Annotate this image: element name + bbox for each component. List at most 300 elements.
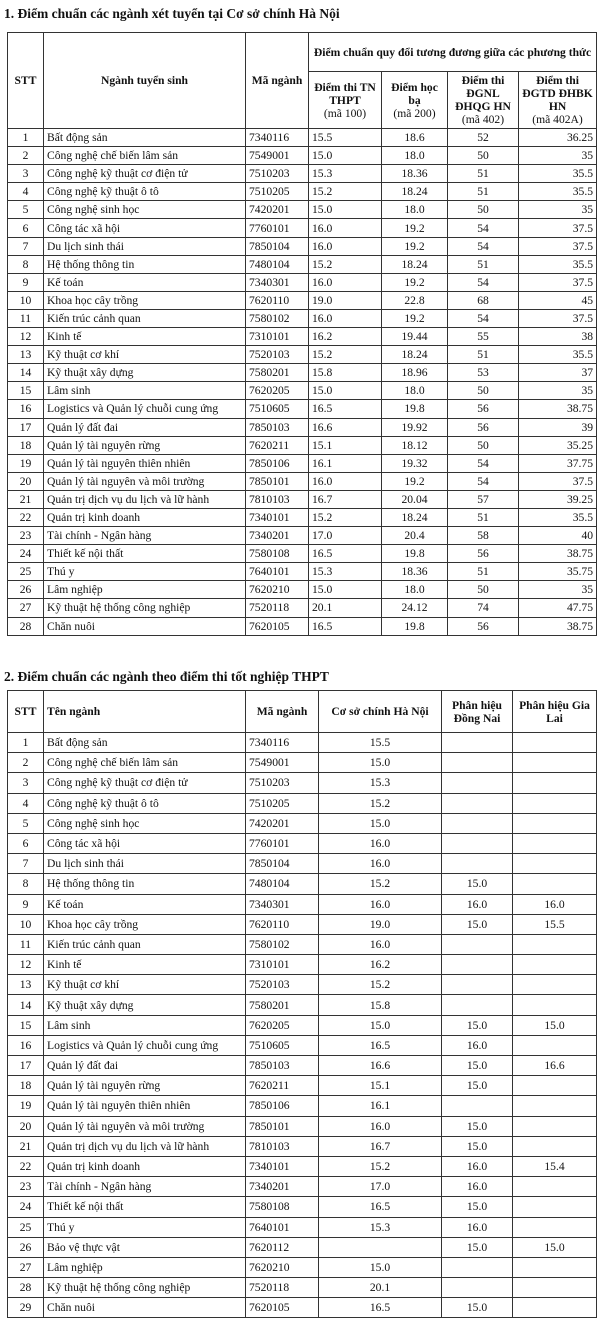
row-stt: 8: [8, 255, 44, 273]
row-gialai-score: [513, 1298, 597, 1318]
row-major: Hệ thống thông tin: [44, 874, 246, 894]
row-stt: 24: [8, 545, 44, 563]
row-major: Quản lý tài nguyên rừng: [44, 1076, 246, 1096]
row-thpt-score: 15.2: [309, 346, 382, 364]
row-dgtd-score: 35.5: [519, 183, 597, 201]
row-dgtd-score: 35.25: [519, 436, 597, 454]
row-stt: 28: [8, 1278, 44, 1298]
row-dongnai-score: [442, 833, 513, 853]
row-code: 7510203: [246, 773, 319, 793]
row-code: 7620105: [246, 617, 309, 635]
row-major: Logistics và Quản lý chuỗi cung ứng: [44, 1035, 246, 1055]
row-gialai-score: [513, 1116, 597, 1136]
row-dgtd-score: 35.75: [519, 563, 597, 581]
row-code: 7850106: [246, 454, 309, 472]
header-major: Ngành tuyển sinh: [44, 33, 246, 129]
row-dgnl-score: 56: [448, 545, 519, 563]
row-major: Kỹ thuật hệ thống công nghiệp: [44, 1278, 246, 1298]
row-hanoi-score: 15.0: [319, 1257, 442, 1277]
row-thpt-score: 16.6: [309, 418, 382, 436]
row-hanoi-score: 15.2: [319, 874, 442, 894]
row-gialai-score: 15.4: [513, 1156, 597, 1176]
row-major: Hệ thống thông tin: [44, 255, 246, 273]
header-equivalent-scores: Điểm chuẩn quy đổi tương đương giữa các phương thức: [309, 33, 597, 72]
row-major: Kế toán: [44, 894, 246, 914]
row-dgnl-score: 51: [448, 563, 519, 581]
row-code: 7620210: [246, 1257, 319, 1277]
row-major: Thú y: [44, 563, 246, 581]
row-hanoi-score: 15.0: [319, 1015, 442, 1035]
row-dongnai-score: [442, 1096, 513, 1116]
row-transcript-score: 18.36: [382, 165, 448, 183]
table-row: [8, 1076, 597, 1096]
header-dgnl-score: [448, 72, 519, 129]
row-stt: 19: [8, 1096, 44, 1116]
row-code: 7510205: [246, 183, 309, 201]
row-code: 7620105: [246, 1298, 319, 1318]
table-row: [8, 1197, 597, 1217]
row-code: 7580102: [246, 934, 319, 954]
row-stt: 6: [8, 219, 44, 237]
row-stt: 25: [8, 1217, 44, 1237]
row-major: Quản lý đất đai: [44, 418, 246, 436]
row-gialai-score: [513, 995, 597, 1015]
row-major: Công nghệ chế biến lâm sản: [44, 753, 246, 773]
row-code: 7810103: [246, 1136, 319, 1156]
row-transcript-score: 18.24: [382, 183, 448, 201]
row-thpt-score: 15.2: [309, 255, 382, 273]
table-row: [8, 147, 597, 165]
row-transcript-score: 19.92: [382, 418, 448, 436]
row-code: 7480104: [246, 255, 309, 273]
row-stt: 24: [8, 1197, 44, 1217]
row-code: 7340101: [246, 1156, 319, 1176]
row-dgnl-score: 54: [448, 309, 519, 327]
row-thpt-score: 15.8: [309, 364, 382, 382]
row-code: 7850104: [246, 237, 309, 255]
row-major: Thiết kế nội thất: [44, 1197, 246, 1217]
table-row: [8, 874, 597, 894]
row-major: Quản trị dịch vụ du lịch và lữ hành: [44, 490, 246, 508]
row-hanoi-score: 15.3: [319, 1217, 442, 1237]
row-code: 7510605: [246, 1035, 319, 1055]
table-row: [8, 1298, 597, 1318]
header-thpt-code: (mã 100): [323, 106, 367, 120]
table-row: [8, 328, 597, 346]
row-code: 7620211: [246, 436, 309, 454]
row-gialai-score: [513, 955, 597, 975]
row-code: 7580201: [246, 995, 319, 1015]
row-stt: 16: [8, 400, 44, 418]
row-code: 7580201: [246, 364, 309, 382]
row-stt: 25: [8, 563, 44, 581]
row-thpt-score: 16.0: [309, 219, 382, 237]
row-stt: 26: [8, 581, 44, 599]
row-major: Quản lý tài nguyên và môi trường: [44, 472, 246, 490]
row-major: Công tác xã hội: [44, 219, 246, 237]
row-transcript-score: 19.2: [382, 472, 448, 490]
row-dgnl-score: 50: [448, 581, 519, 599]
thpt-scores-by-campus-table: [7, 690, 597, 1318]
row-hanoi-score: 16.6: [319, 1056, 442, 1076]
table-row: [8, 1015, 597, 1035]
row-dgtd-score: 40: [519, 527, 597, 545]
row-stt: 23: [8, 527, 44, 545]
row-major: Logistics và Quản lý chuỗi cung ứng: [44, 400, 246, 418]
table-row: [8, 346, 597, 364]
row-dgnl-score: 57: [448, 490, 519, 508]
row-gialai-score: [513, 1177, 597, 1197]
table-row: [8, 1035, 597, 1055]
row-thpt-score: 15.3: [309, 563, 382, 581]
table-row: [8, 1177, 597, 1197]
row-dongnai-score: 16.0: [442, 1035, 513, 1055]
row-major: Quản lý tài nguyên và môi trường: [44, 1116, 246, 1136]
table-row: [8, 995, 597, 1015]
row-dgtd-score: 38.75: [519, 400, 597, 418]
row-code: 7340116: [246, 129, 309, 147]
row-dgnl-score: 54: [448, 237, 519, 255]
row-hanoi-score: 15.2: [319, 1156, 442, 1176]
table-row: [8, 400, 597, 418]
row-stt: 14: [8, 364, 44, 382]
row-major: Kỹ thuật cơ khí: [44, 975, 246, 995]
row-stt: 26: [8, 1237, 44, 1257]
row-stt: 11: [8, 934, 44, 954]
row-gialai-score: [513, 934, 597, 954]
row-hanoi-score: 15.8: [319, 995, 442, 1015]
row-stt: 4: [8, 793, 44, 813]
row-stt: 8: [8, 874, 44, 894]
row-dgnl-score: 51: [448, 183, 519, 201]
row-code: 7510203: [246, 165, 309, 183]
row-dgtd-score: 36.25: [519, 129, 597, 147]
row-major: Chăn nuôi: [44, 617, 246, 635]
row-code: 7760101: [246, 833, 319, 853]
row-code: 7580108: [246, 545, 309, 563]
row-stt: 27: [8, 1257, 44, 1277]
row-major: Tài chính - Ngân hàng: [44, 527, 246, 545]
row-thpt-score: 16.1: [309, 454, 382, 472]
row-dongnai-score: 15.0: [442, 874, 513, 894]
row-hanoi-score: 15.3: [319, 773, 442, 793]
row-dongnai-score: [442, 995, 513, 1015]
row-gialai-score: 15.0: [513, 1237, 597, 1257]
row-code: 7340301: [246, 894, 319, 914]
row-dgtd-score: 37: [519, 364, 597, 382]
row-dongnai-score: [442, 854, 513, 874]
row-gialai-score: [513, 773, 597, 793]
row-dongnai-score: [442, 955, 513, 975]
row-transcript-score: 19.2: [382, 309, 448, 327]
row-dgtd-score: 35: [519, 382, 597, 400]
row-transcript-score: 20.4: [382, 527, 448, 545]
row-major: Chăn nuôi: [44, 1298, 246, 1318]
row-gialai-score: [513, 1257, 597, 1277]
row-thpt-score: 16.7: [309, 490, 382, 508]
row-major: Kỹ thuật cơ khí: [44, 346, 246, 364]
table-row: [8, 733, 597, 753]
row-major: Quản trị kinh doanh: [44, 508, 246, 526]
row-major: Quản lý đất đai: [44, 1056, 246, 1076]
row-dongnai-score: [442, 753, 513, 773]
table-row: [8, 581, 597, 599]
row-hanoi-score: 16.5: [319, 1298, 442, 1318]
table-row: [8, 418, 597, 436]
row-code: 7510205: [246, 793, 319, 813]
row-stt: 5: [8, 813, 44, 833]
row-dgtd-score: 45: [519, 291, 597, 309]
row-hanoi-score: 15.5: [319, 733, 442, 753]
row-code: 7340201: [246, 1177, 319, 1197]
table-row: [8, 527, 597, 545]
row-hanoi-score: 15.0: [319, 813, 442, 833]
row-dgtd-score: 35.5: [519, 346, 597, 364]
table-row: [8, 1136, 597, 1156]
table-row: [8, 955, 597, 975]
row-gialai-score: 15.5: [513, 914, 597, 934]
row-dgnl-score: 56: [448, 617, 519, 635]
row-dongnai-score: 15.0: [442, 1298, 513, 1318]
row-stt: 13: [8, 346, 44, 364]
row-gialai-score: [513, 813, 597, 833]
row-transcript-score: 18.0: [382, 147, 448, 165]
table-row: [8, 454, 597, 472]
row-thpt-score: 16.5: [309, 617, 382, 635]
row-hanoi-score: 16.5: [319, 1197, 442, 1217]
row-dgnl-score: 53: [448, 364, 519, 382]
table-row: [8, 382, 597, 400]
row-hanoi-score: 15.2: [319, 793, 442, 813]
row-gialai-score: [513, 733, 597, 753]
row-thpt-score: 15.2: [309, 183, 382, 201]
header-gialai-branch: Phân hiệu Gia Lai: [513, 691, 597, 733]
row-dgtd-score: 47.75: [519, 599, 597, 617]
table-row: [8, 833, 597, 853]
row-major: Thú y: [44, 1217, 246, 1237]
row-hanoi-score: 16.0: [319, 934, 442, 954]
row-stt: 1: [8, 129, 44, 147]
row-stt: 19: [8, 454, 44, 472]
row-transcript-score: 18.96: [382, 364, 448, 382]
row-transcript-score: 19.8: [382, 617, 448, 635]
header-transcript-code: (mã 200): [393, 106, 436, 120]
row-code: 7640101: [246, 563, 309, 581]
row-gialai-score: 16.0: [513, 894, 597, 914]
row-major: Khoa học cây trồng: [44, 914, 246, 934]
row-dongnai-score: 15.0: [442, 1237, 513, 1257]
row-dongnai-score: [442, 813, 513, 833]
row-gialai-score: [513, 1035, 597, 1055]
table-row: [8, 1156, 597, 1176]
row-stt: 21: [8, 490, 44, 508]
row-major: Kỹ thuật hệ thống công nghiệp: [44, 599, 246, 617]
row-stt: 3: [8, 165, 44, 183]
table-row: [8, 975, 597, 995]
row-dgtd-score: 37.5: [519, 472, 597, 490]
table-row: [8, 854, 597, 874]
row-stt: 21: [8, 1136, 44, 1156]
row-transcript-score: 24.12: [382, 599, 448, 617]
row-major: Bất động sản: [44, 129, 246, 147]
row-dgtd-score: 35.5: [519, 508, 597, 526]
row-major: Công nghệ sinh học: [44, 201, 246, 219]
row-code: 7310101: [246, 955, 319, 975]
row-transcript-score: 18.0: [382, 382, 448, 400]
row-stt: 15: [8, 382, 44, 400]
row-code: 7340101: [246, 508, 309, 526]
row-hanoi-score: 17.0: [319, 1177, 442, 1197]
row-dgnl-score: 56: [448, 400, 519, 418]
row-dgtd-score: 35.5: [519, 255, 597, 273]
header-transcript-name: Điểm học bạ: [391, 80, 438, 107]
header-dgtd-score: [519, 72, 597, 129]
row-stt: 12: [8, 328, 44, 346]
table-row: [8, 364, 597, 382]
row-stt: 22: [8, 508, 44, 526]
row-code: 7850106: [246, 1096, 319, 1116]
row-code: 7850103: [246, 1056, 319, 1076]
row-code: 7549001: [246, 753, 319, 773]
row-major: Du lịch sinh thái: [44, 237, 246, 255]
row-transcript-score: 18.24: [382, 346, 448, 364]
row-code: 7620205: [246, 1015, 319, 1035]
row-dongnai-score: [442, 1278, 513, 1298]
row-transcript-score: 22.8: [382, 291, 448, 309]
row-dgtd-score: 37.5: [519, 219, 597, 237]
row-dongnai-score: [442, 975, 513, 995]
header-dgtd-name: Điểm thi ĐGTD ĐHBK HN: [522, 74, 593, 113]
table-row: [8, 201, 597, 219]
row-dgtd-score: 35: [519, 581, 597, 599]
row-dongnai-score: 15.0: [442, 1197, 513, 1217]
row-code: 7850101: [246, 1116, 319, 1136]
row-stt: 18: [8, 1076, 44, 1096]
row-major: Quản trị dịch vụ du lịch và lữ hành: [44, 1136, 246, 1156]
row-gialai-score: 15.0: [513, 1015, 597, 1035]
table-row: [8, 793, 597, 813]
row-dongnai-score: [442, 793, 513, 813]
row-major: Lâm nghiệp: [44, 1257, 246, 1277]
row-transcript-score: 19.32: [382, 454, 448, 472]
table-row: [8, 237, 597, 255]
table-row: [8, 1056, 597, 1076]
table-row: [8, 219, 597, 237]
row-transcript-score: 19.2: [382, 273, 448, 291]
row-dgnl-score: 56: [448, 418, 519, 436]
row-stt: 7: [8, 854, 44, 874]
row-transcript-score: 19.2: [382, 219, 448, 237]
admission-scores-table-hanoi: [7, 32, 597, 636]
row-dgnl-score: 54: [448, 454, 519, 472]
row-dongnai-score: [442, 773, 513, 793]
row-dongnai-score: 16.0: [442, 1177, 513, 1197]
table-row: [8, 753, 597, 773]
row-code: 7520103: [246, 975, 319, 995]
table-row: [8, 508, 597, 526]
row-code: 7580108: [246, 1197, 319, 1217]
row-stt: 18: [8, 436, 44, 454]
row-gialai-score: [513, 1217, 597, 1237]
table-row: [8, 183, 597, 201]
row-gialai-score: [513, 1197, 597, 1217]
row-transcript-score: 18.0: [382, 581, 448, 599]
row-transcript-score: 19.8: [382, 400, 448, 418]
row-dongnai-score: [442, 1257, 513, 1277]
row-code: 7850104: [246, 854, 319, 874]
row-thpt-score: 16.5: [309, 400, 382, 418]
row-dongnai-score: 16.0: [442, 1217, 513, 1237]
row-dgtd-score: 38.75: [519, 617, 597, 635]
row-code: 7520118: [246, 599, 309, 617]
table-row: [8, 545, 597, 563]
row-dgnl-score: 58: [448, 527, 519, 545]
row-stt: 7: [8, 237, 44, 255]
row-transcript-score: 18.6: [382, 129, 448, 147]
row-major: Quản lý tài nguyên thiên nhiên: [44, 454, 246, 472]
row-hanoi-score: 16.7: [319, 1136, 442, 1156]
row-code: 7620110: [246, 914, 319, 934]
row-gialai-score: [513, 833, 597, 853]
row-thpt-score: 15.3: [309, 165, 382, 183]
header-dongnai-branch: Phân hiệu Đồng Nai: [442, 691, 513, 733]
row-gialai-score: [513, 1096, 597, 1116]
row-stt: 17: [8, 418, 44, 436]
table-row: [8, 914, 597, 934]
row-hanoi-score: 15.0: [319, 753, 442, 773]
table-row: [8, 894, 597, 914]
row-hanoi-score: 16.1: [319, 1096, 442, 1116]
header-dgnl-name: Điểm thi ĐGNL ĐHQG HN: [455, 74, 511, 113]
row-transcript-score: 20.04: [382, 490, 448, 508]
header-stt: STT: [8, 33, 44, 129]
table-row: [8, 1278, 597, 1298]
row-dgnl-score: 51: [448, 255, 519, 273]
row-dgnl-score: 51: [448, 508, 519, 526]
header-dgtd-code: (mã 402A): [532, 113, 583, 126]
table-row: [8, 1096, 597, 1116]
row-thpt-score: 15.0: [309, 382, 382, 400]
row-dgtd-score: 38: [519, 328, 597, 346]
row-hanoi-score: 16.0: [319, 833, 442, 853]
header-dgnl-code: (mã 402): [461, 113, 505, 126]
row-code: 7420201: [246, 201, 309, 219]
row-transcript-score: 18.0: [382, 201, 448, 219]
row-stt: 9: [8, 894, 44, 914]
table-row: [8, 255, 597, 273]
row-thpt-score: 16.0: [309, 237, 382, 255]
row-stt: 14: [8, 995, 44, 1015]
row-transcript-score: 18.24: [382, 255, 448, 273]
row-stt: 2: [8, 147, 44, 165]
row-code: 7420201: [246, 813, 319, 833]
row-code: 7520118: [246, 1278, 319, 1298]
row-stt: 1: [8, 733, 44, 753]
row-major: Bất động sản: [44, 733, 246, 753]
row-dgnl-score: 74: [448, 599, 519, 617]
row-code: 7510605: [246, 400, 309, 418]
row-code: 7620112: [246, 1237, 319, 1257]
row-stt: 15: [8, 1015, 44, 1035]
row-major: Bảo vệ thực vật: [44, 1237, 246, 1257]
row-major: Kỹ thuật xây dựng: [44, 364, 246, 382]
row-gialai-score: [513, 975, 597, 995]
row-stt: 6: [8, 833, 44, 853]
row-thpt-score: 16.0: [309, 309, 382, 327]
row-major: Công nghệ chế biến lâm sản: [44, 147, 246, 165]
row-dgnl-score: 51: [448, 165, 519, 183]
row-code: 7760101: [246, 219, 309, 237]
